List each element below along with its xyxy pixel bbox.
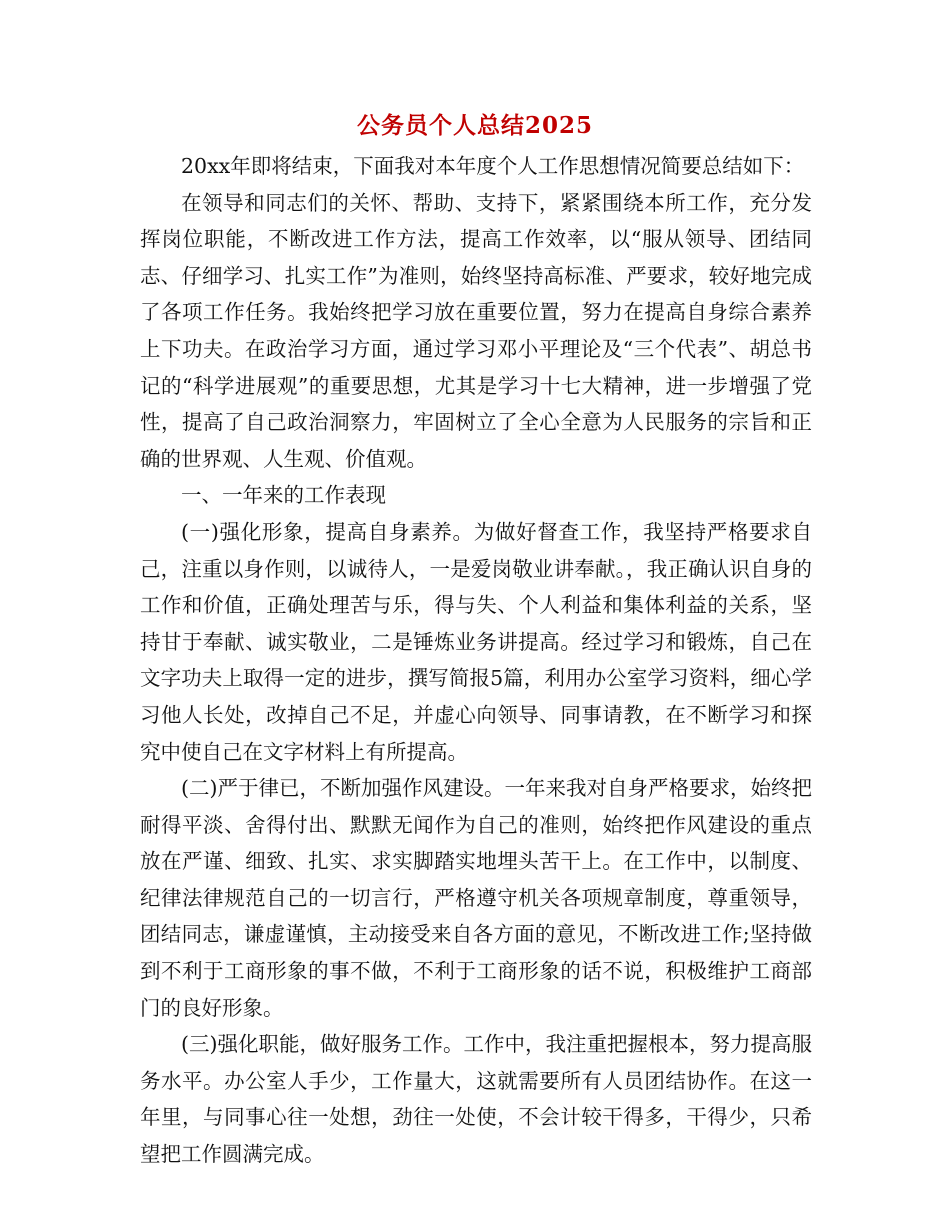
document-body — [140, 148, 812, 1173]
paragraph-section-2: (二)严于律已，不断加强作风建设。一年来我对自身严格要求，始终把耐得平淡、舍得付出、默默无闻作为自己的准则，始终把作风建设的重点放在严谨、细致、扎实、求实脚踏实地埋头苦干上。在工作中，以制度、纪律法律规范自己的一切言行，严格遵守机关各项规章制度，尊重领导，团结同志，谦虚谨慎，主动接受来自各方面的意见，不断改进工作;坚持做到不利于工商形象的事不做，不利于工商形象的话不说，积极维护工商部门的良好形象。 — [140, 776, 812, 1020]
paragraph-intro: 20xx年即将结束，下面我对本年度个人工作思想情况简要总结如下： — [181, 154, 805, 178]
document-title: 公务员个人总结2025 — [356, 112, 593, 139]
section-heading: 一、一年来的工作表现 — [181, 483, 386, 508]
paragraph-section-1: (一)强化形象，提高自身素养。为做好督查工作，我坚持严格要求自己，注重以身作则，以诚待人，一是爱岗敬业讲奉献。，我正确认识自身的工作和价值，正确处理苦与乐，得与失、个人利益和集体利益的关系，坚持甘于奉献、诚实敬业，二是锤炼业务讲提高。经过学习和锻炼，自己在文字功夫上取得一定的进步，撰写简报5篇，利用办公室学习资料，细心学习他人长处，改掉自己不足，并虚心向领导、同事请教，在不断学习和探究中使自己在文字材料上有所提高。 — [140, 519, 812, 764]
paragraph-overview: 在领导和同志们的关怀、帮助、支持下，紧紧围绕本所工作，充分发挥岗位职能，不断改进工作方法，提高工作效率，以“服从领导、团结同志、仔细学习、扎实工作”为准则，始终坚持高标准、严要求，较好地完成了各项工作任务。我始终把学习放在重要位置，努力在提高自身综合素养上下功夫。在政治学习方面，通过学习邓小平理论及“三个代表”、胡总书记的“科学进展观”的重要思想，尤其是学习十七大精神，进一步增强了党性，提高了自己政治洞察力，牢固树立了全心全意为人民服务的宗旨和正确的世界观、人生观、价值观。 — [140, 190, 812, 471]
paragraph-section-3: (三)强化职能，做好服务工作。工作中，我注重把握根本，努力提高服务水平。办公室人手少，工作量大，这就需要所有人员团结协作。在这一年里，与同事心往一处想，劲往一处使，不会计较干得多，干得少，只希望把工作圆满完成。 — [140, 1032, 812, 1167]
